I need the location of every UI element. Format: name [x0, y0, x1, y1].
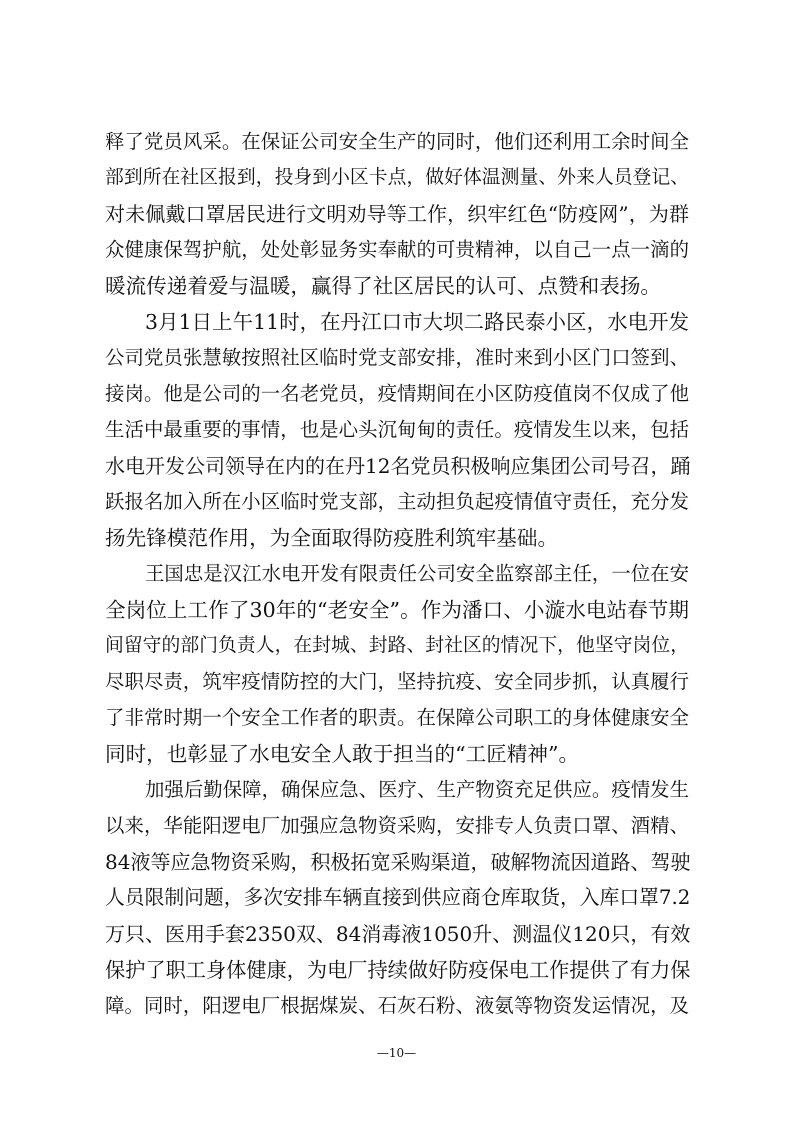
paragraph-1-line-5: 暖流传递着爱与温暖，赢得了社区居民的认可、点赞和表扬。 — [105, 274, 662, 298]
paragraph-3-line-5: 了非常时期一个安全工作者的职责。在保障公司职工的身体健康安全 — [105, 706, 689, 729]
paragraph-4-line-1: 加强后勤保障，确保应急、医疗、生产物资充足供应。疫情发生 — [145, 778, 689, 801]
paragraph-2-line-5: 水电开发公司领导在内的在丹12名党员积极响应集团公司号召，踊 — [105, 454, 691, 478]
paragraph-2-line-7: 扬先锋模范作用，为全面取得防疫胜利筑牢基础。 — [105, 526, 559, 550]
paragraph-3-line-3: 间留守的部门负责人，在封城、封路、封社区的情况下，他坚守岗位， — [105, 635, 689, 656]
paragraph-1-line-4: 众健康保驾护航，处处彰显务实奉献的可贵精神，以自己一点一滴的 — [105, 238, 689, 261]
paragraph-2-line-4: 生活中最重要的事情，也是心头沉甸甸的责任。疫情发生以来，包括 — [105, 418, 689, 441]
paragraph-2-line-1: 3月1日上午11时，在丹江口市大坝二路民泰小区，水电开发 — [145, 310, 689, 334]
paragraph-4-line-4: 人员限制问题，多次安排车辆直接到供应商仓库取货，入库口罩7.2 — [105, 886, 691, 909]
paragraph-1-line-1: 释了党员风采。在保证公司安全生产的同时，他们还利用工余时间全 — [105, 130, 689, 153]
paragraph-1-line-3: 对未佩戴口罩居民进行文明劝导等工作，织牢红色“防疫网”，为群 — [105, 202, 689, 226]
paragraph-3-line-2: 全岗位上工作了30年的“老安全”。作为潘口、小漩水电站春节期 — [105, 598, 689, 622]
paragraph-3-line-6: 同时，也彰显了水电安全人敢于担当的“工匠精神”。 — [105, 742, 580, 766]
paragraph-4-line-6: 保护了职工身体健康，为电厂持续做好防疫保电工作提供了有力保 — [105, 958, 691, 982]
paragraph-2-line-6: 跃报名加入所在小区临时党支部，主动担负起疫情值守责任，充分发 — [105, 490, 689, 513]
paragraph-2-line-3: 接岗。他是公司的一名老党员，疫情期间在小区防疫值岗不仅成了他 — [105, 382, 689, 405]
paragraph-4-line-5: 万只、医用手套2350双、84消毒液1050升、测温仪120只，有效 — [105, 922, 691, 946]
page-number: —10— — [376, 1046, 417, 1060]
paragraph-3-line-4: 尽职尽责，筑牢疫情防控的大门，坚持抗疫、安全同步抓，认真履行 — [105, 670, 689, 693]
paragraph-2-line-2: 公司党员张慧敏按照社区临时党支部安排，准时来到小区门口签到、 — [105, 346, 689, 369]
paragraph-1-line-2: 部到所在社区报到，投身到小区卡点，做好体温测量、外来人员登记、 — [105, 167, 689, 188]
paragraph-4-line-7: 障。同时，阳逻电厂根据煤炭、石灰石粉、液氨等物资发运情况，及 — [105, 994, 689, 1017]
paragraph-4-line-3: 84液等应急物资采购，积极拓宽采购渠道，破解物流因道路、驾驶 — [105, 850, 691, 874]
paragraph-3-line-1: 王国忠是汉江水电开发有限责任公司安全监察部主任，一位在安 — [145, 562, 689, 585]
paragraph-4-line-2: 以来，华能阳逻电厂加强应急物资采购，安排专人负责口罩、酒精、 — [105, 814, 689, 837]
